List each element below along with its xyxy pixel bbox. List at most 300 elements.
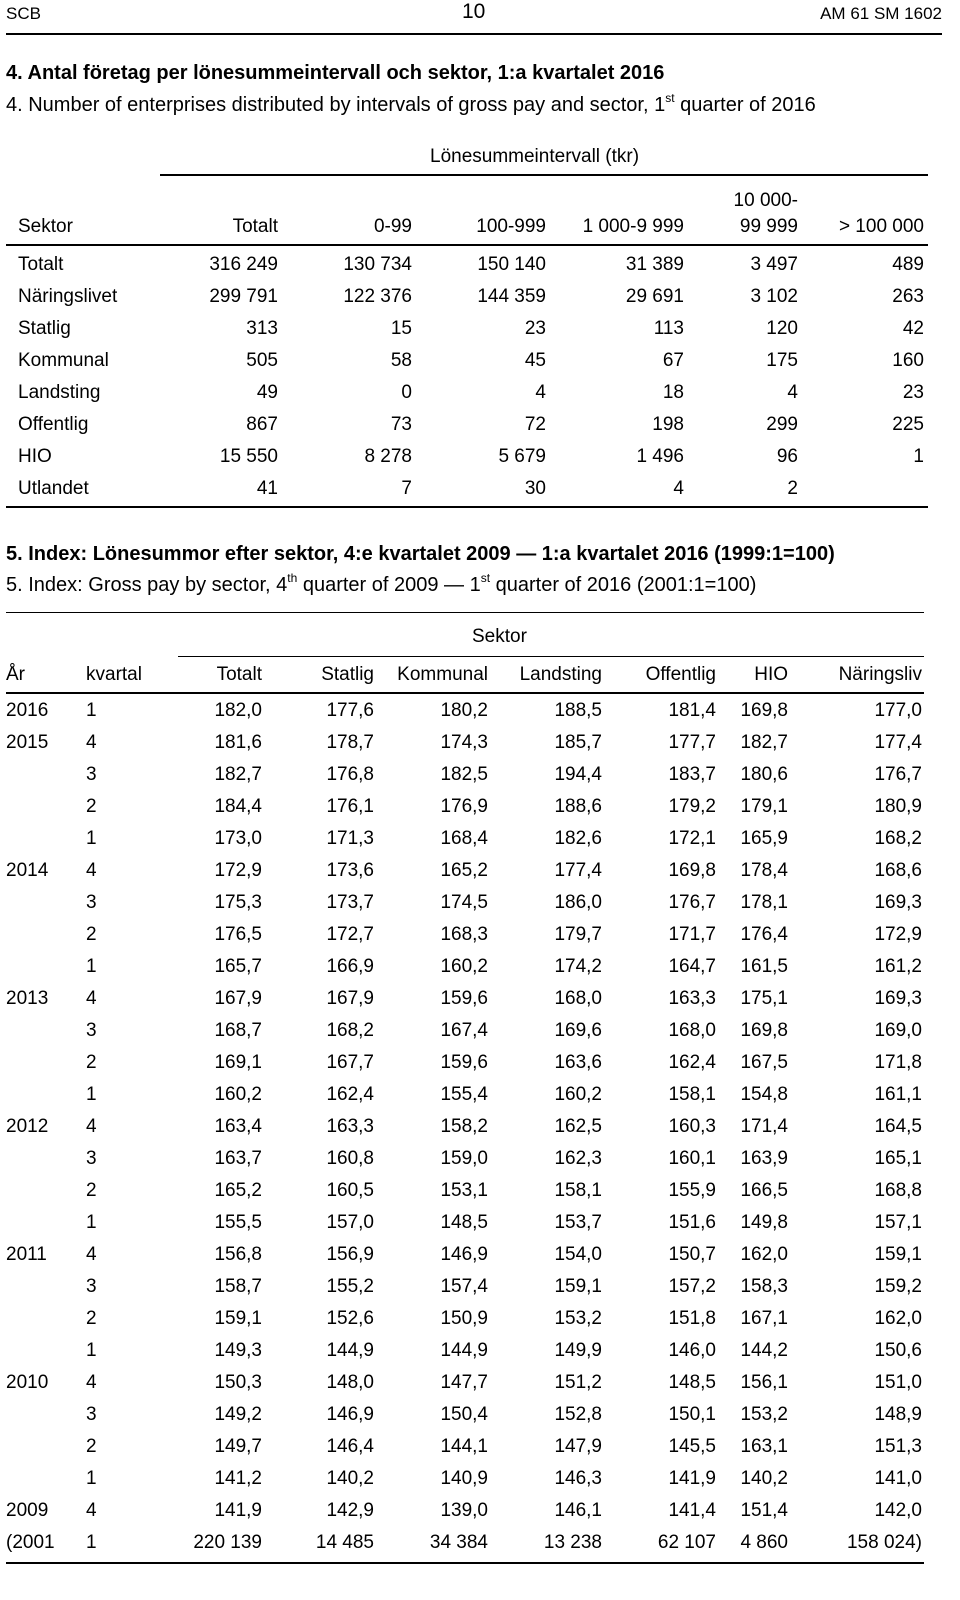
table4-cell: 45 <box>524 350 546 371</box>
table5-cell: 164,5 <box>874 1116 922 1137</box>
table5-cell: 167,5 <box>740 1052 788 1073</box>
table5-cell: 165,2 <box>214 1180 262 1201</box>
table5-year: 2016 <box>6 700 49 721</box>
table5-cell: 148,0 <box>326 1372 374 1393</box>
table5-cell: 155,4 <box>440 1084 488 1105</box>
table5-cell: 150,9 <box>440 1308 488 1329</box>
table5-cell: 142,9 <box>326 1500 374 1521</box>
table5-cell: 169,3 <box>874 892 922 913</box>
table4-col-header: 100-999 <box>476 216 546 237</box>
table5-year: 2010 <box>6 1372 49 1393</box>
table5-cell: 169,6 <box>554 1020 602 1041</box>
table5-quarter: 4 <box>86 732 97 753</box>
table5-cell: 150,3 <box>214 1372 262 1393</box>
table5-cell: 153,2 <box>740 1404 788 1425</box>
table4-cell: 18 <box>662 382 684 403</box>
table5-quarter: 1 <box>86 1340 97 1361</box>
table5-quarter: 1 <box>86 1212 97 1233</box>
table5-cell: 168,6 <box>874 860 922 881</box>
table5-cell: 159,1 <box>554 1276 602 1297</box>
table5-cell: 159,1 <box>214 1308 262 1329</box>
table5-cell: 157,1 <box>874 1212 922 1233</box>
table5-cell: 184,4 <box>214 796 262 817</box>
table5-cell: 146,3 <box>554 1468 602 1489</box>
table5-cell: 162,3 <box>554 1148 602 1169</box>
table5-cell: 220 139 <box>193 1532 262 1553</box>
table5-cell: 161,1 <box>874 1084 922 1105</box>
table4-cell: 2 <box>787 478 798 499</box>
table5-cell: 169,8 <box>740 1020 788 1041</box>
table5-cell: 163,3 <box>668 988 716 1009</box>
table5-quarter: 1 <box>86 956 97 977</box>
table5-cell: 168,3 <box>440 924 488 945</box>
table5-quarter: 1 <box>86 1468 97 1489</box>
table4-cell: 0 <box>401 382 412 403</box>
table5-cell: 144,9 <box>326 1340 374 1361</box>
table5-cell: 171,8 <box>874 1052 922 1073</box>
table4-cell: 31 389 <box>625 254 684 275</box>
table5-cell: 156,9 <box>326 1244 374 1265</box>
table5-cell: 167,9 <box>326 988 374 1009</box>
table4-cell: 4 <box>673 478 684 499</box>
table5-quarter: 1 <box>86 700 97 721</box>
table5-col-header: Offentlig <box>645 664 716 685</box>
table4-row-label: Landsting <box>18 382 101 403</box>
table5-cell: 144,1 <box>440 1436 488 1457</box>
table5-cell: 169,8 <box>740 700 788 721</box>
table5-cell: 158,3 <box>740 1276 788 1297</box>
table5-cell: 153,2 <box>554 1308 602 1329</box>
table4-cell: 23 <box>902 382 924 403</box>
table5-cell: 176,7 <box>668 892 716 913</box>
table5-cell: 139,0 <box>440 1500 488 1521</box>
table5-cell: 149,2 <box>214 1404 262 1425</box>
page-number: 10 <box>462 0 486 23</box>
table5-col-header: Statlig <box>321 664 374 685</box>
table5-cell: 194,4 <box>554 764 602 785</box>
table5-cell: 177,4 <box>874 732 922 753</box>
table5-cell: 141,9 <box>214 1500 262 1521</box>
table5-cell: 150,6 <box>874 1340 922 1361</box>
table5-cell: 140,2 <box>740 1468 788 1489</box>
table4-cell: 72 <box>524 414 546 435</box>
table5-cell: 145,5 <box>668 1436 716 1457</box>
table5-cell: 165,2 <box>440 860 488 881</box>
table4-cell: 4 <box>535 382 546 403</box>
table5-cell: 181,6 <box>214 732 262 753</box>
table5-cell: 164,7 <box>668 956 716 977</box>
table5-cell: 160,5 <box>326 1180 374 1201</box>
table5-cell: 160,2 <box>554 1084 602 1105</box>
table4-cell: 867 <box>246 414 278 435</box>
table4-row-label: HIO <box>18 446 52 467</box>
table5-year: (2001 <box>6 1532 55 1553</box>
table4-row-label: Statlig <box>18 318 71 339</box>
table5-cell: 34 384 <box>429 1532 488 1553</box>
table5-year: 2014 <box>6 860 49 881</box>
table5-cell: 155,2 <box>326 1276 374 1297</box>
table5-cell: 147,9 <box>554 1436 602 1457</box>
table5-cell: 180,6 <box>740 764 788 785</box>
table5-cell: 167,7 <box>326 1052 374 1073</box>
table5-cell: 176,4 <box>740 924 788 945</box>
table5-cell: 162,4 <box>668 1052 716 1073</box>
table4-header-rule <box>6 244 928 246</box>
table4-cell: 15 550 <box>219 446 278 467</box>
table5-cell: 155,5 <box>214 1212 262 1233</box>
table5-cell: 161,5 <box>740 956 788 977</box>
table4-cell: 96 <box>776 446 798 467</box>
table5-col-header: HIO <box>754 664 788 685</box>
table5-cell: 178,1 <box>740 892 788 913</box>
table4-row-label: Utlandet <box>18 478 89 499</box>
table5-cell: 169,3 <box>874 988 922 1009</box>
table4-bottom-rule <box>6 506 928 508</box>
table4-cell: 122 376 <box>343 286 412 307</box>
table5-quarter: 4 <box>86 1116 97 1137</box>
table5-cell: 168,0 <box>668 1020 716 1041</box>
table5-cell: 155,9 <box>668 1180 716 1201</box>
table5-cell: 176,8 <box>326 764 374 785</box>
table5-cell: 158,2 <box>440 1116 488 1137</box>
table5-quarter: 2 <box>86 1052 97 1073</box>
table5-header-rule <box>6 692 924 694</box>
table5-cell: 174,5 <box>440 892 488 913</box>
table5-cell: 159,0 <box>440 1148 488 1169</box>
table5-col-header: kvartal <box>86 664 142 685</box>
table5-cell: 180,2 <box>440 700 488 721</box>
table5-group-header: Sektor <box>472 626 527 647</box>
table5-cell: 153,1 <box>440 1180 488 1201</box>
table5-cell: 162,0 <box>874 1308 922 1329</box>
table5-cell: 159,6 <box>440 1052 488 1073</box>
table4-cell: 489 <box>892 254 924 275</box>
table5-cell: 173,7 <box>326 892 374 913</box>
table5-cell: 178,7 <box>326 732 374 753</box>
table4-row-label: Offentlig <box>18 414 89 435</box>
table5-cell: 158,1 <box>554 1180 602 1201</box>
table5-cell: 179,1 <box>740 796 788 817</box>
table5-cell: 174,2 <box>554 956 602 977</box>
table5-quarter: 4 <box>86 1500 97 1521</box>
table5-year: 2009 <box>6 1500 49 1521</box>
table5-cell: 149,7 <box>214 1436 262 1457</box>
table5-cell: 162,5 <box>554 1116 602 1137</box>
table5-cell: 183,7 <box>668 764 716 785</box>
table5-cell: 146,0 <box>668 1340 716 1361</box>
table5-cell: 182,7 <box>214 764 262 785</box>
table5-quarter: 3 <box>86 1276 97 1297</box>
table5-cell: 188,5 <box>554 700 602 721</box>
table5-cell: 182,7 <box>740 732 788 753</box>
table5-cell: 163,9 <box>740 1148 788 1169</box>
table5-cell: 159,6 <box>440 988 488 1009</box>
table5-cell: 144,9 <box>440 1340 488 1361</box>
table5-cell: 169,0 <box>874 1020 922 1041</box>
table5-cell: 182,6 <box>554 828 602 849</box>
table5-cell: 149,3 <box>214 1340 262 1361</box>
table4-cell: 49 <box>256 382 278 403</box>
table5-cell: 182,5 <box>440 764 488 785</box>
table4-cell: 316 249 <box>209 254 278 275</box>
table5-cell: 151,8 <box>668 1308 716 1329</box>
table5-col-header: År <box>6 664 25 685</box>
table5-cell: 160,2 <box>440 956 488 977</box>
table5-col-header: Kommunal <box>397 664 488 685</box>
table5-cell: 154,8 <box>740 1084 788 1105</box>
table4-cell: 42 <box>902 318 924 339</box>
table4-cell: 175 <box>766 350 798 371</box>
table5-cell: 149,9 <box>554 1340 602 1361</box>
table5-quarter: 1 <box>86 828 97 849</box>
table5-cell: 182,0 <box>214 700 262 721</box>
table5-cell: 177,4 <box>554 860 602 881</box>
table5-cell: 157,0 <box>326 1212 374 1233</box>
table5-quarter: 2 <box>86 1308 97 1329</box>
table5-cell: 172,1 <box>668 828 716 849</box>
table5-quarter: 4 <box>86 860 97 881</box>
table5-year: 2011 <box>6 1244 47 1265</box>
table4-cell: 58 <box>390 350 412 371</box>
table5-quarter: 1 <box>86 1532 97 1553</box>
table5-cell: 151,3 <box>874 1436 922 1457</box>
table5-cell: 169,8 <box>668 860 716 881</box>
table4-row-label: Näringslivet <box>18 286 118 307</box>
table5-cell: 141,2 <box>214 1468 262 1489</box>
table5-col-header: Näringsliv <box>838 664 922 685</box>
table5-cell: 163,7 <box>214 1148 262 1169</box>
table4-cell: 73 <box>390 414 412 435</box>
table5-cell: 163,1 <box>740 1436 788 1457</box>
table5-cell: 173,6 <box>326 860 374 881</box>
table5-cell: 162,0 <box>740 1244 788 1265</box>
table5-cell: 177,0 <box>874 700 922 721</box>
table5-quarter: 4 <box>86 1244 97 1265</box>
table5-cell: 142,0 <box>874 1500 922 1521</box>
table4-cell: 299 791 <box>209 286 278 307</box>
table5-cell: 172,9 <box>214 860 262 881</box>
table5-cell: 140,9 <box>440 1468 488 1489</box>
table5-cell: 169,1 <box>214 1052 262 1073</box>
table5-quarter: 3 <box>86 1148 97 1169</box>
table5-cell: 160,1 <box>668 1148 716 1169</box>
table5-quarter: 1 <box>86 1084 97 1105</box>
table5-cell: 62 107 <box>657 1532 716 1553</box>
table5-cell: 147,7 <box>440 1372 488 1393</box>
table5-cell: 159,2 <box>874 1276 922 1297</box>
table4-cell: 160 <box>892 350 924 371</box>
table5-cell: 146,9 <box>326 1404 374 1425</box>
table5-cell: 152,8 <box>554 1404 602 1425</box>
table5-cell: 175,1 <box>740 988 788 1009</box>
table5-cell: 4 860 <box>740 1532 788 1553</box>
table5-cell: 153,7 <box>554 1212 602 1233</box>
table5-cell: 179,2 <box>668 796 716 817</box>
table4-cell: 30 <box>524 478 546 499</box>
table5-cell: 14 485 <box>315 1532 374 1553</box>
table4-cell: 7 <box>401 478 412 499</box>
table5-cell: 174,3 <box>440 732 488 753</box>
table5-top-rule <box>6 612 924 613</box>
table5-cell: 176,5 <box>214 924 262 945</box>
table5-cell: 157,4 <box>440 1276 488 1297</box>
table5-cell: 171,3 <box>326 828 374 849</box>
table5-cell: 146,9 <box>440 1244 488 1265</box>
table5-quarter: 2 <box>86 924 97 945</box>
table5-cell: 152,6 <box>326 1308 374 1329</box>
header-right: AM 61 SM 1602 <box>820 4 942 23</box>
table4-cell: 67 <box>662 350 684 371</box>
table5-cell: 168,2 <box>874 828 922 849</box>
table4-title-en: 4. Number of enterprises distributed by intervals of gross pay and sector, 1st quarter of 2016 <box>6 91 816 116</box>
table5-cell: 13 238 <box>543 1532 602 1553</box>
table5-group-rule <box>178 656 924 657</box>
table5-cell: 151,6 <box>668 1212 716 1233</box>
table5-quarter: 3 <box>86 764 97 785</box>
table4-cell: 225 <box>892 414 924 435</box>
table5-cell: 158 024) <box>846 1532 922 1553</box>
table5-quarter: 3 <box>86 892 97 913</box>
table4-cell: 8 278 <box>364 446 412 467</box>
table5-cell: 178,4 <box>740 860 788 881</box>
table5-cell: 150,1 <box>668 1404 716 1425</box>
table4-cell: 198 <box>652 414 684 435</box>
table5-cell: 156,8 <box>214 1244 262 1265</box>
table4-col-header: 0-99 <box>373 216 412 237</box>
table4-group-rule <box>160 174 928 176</box>
table5-cell: 146,1 <box>554 1500 602 1521</box>
table5-cell: 179,7 <box>554 924 602 945</box>
table5-cell: 160,3 <box>668 1116 716 1137</box>
table5-quarter: 2 <box>86 1180 97 1201</box>
table5-cell: 151,0 <box>874 1372 922 1393</box>
table5-cell: 180,9 <box>874 796 922 817</box>
table5-cell: 140,2 <box>326 1468 374 1489</box>
table5-cell: 168,4 <box>440 828 488 849</box>
table5-col-header: Landsting <box>519 664 602 685</box>
table4-col-sektor: Sektor <box>18 216 73 237</box>
table5-cell: 168,8 <box>874 1180 922 1201</box>
table4-col-header: 10 000- <box>733 190 798 211</box>
table5-bottom-rule <box>6 1562 924 1564</box>
table5-cell: 151,4 <box>740 1500 788 1521</box>
table4-cell: 15 <box>390 318 412 339</box>
table5-year: 2013 <box>6 988 49 1009</box>
table4-cell: 313 <box>246 318 278 339</box>
table5-cell: 167,9 <box>214 988 262 1009</box>
table5-cell: 141,0 <box>874 1468 922 1489</box>
table5-cell: 176,7 <box>874 764 922 785</box>
table5-cell: 185,7 <box>554 732 602 753</box>
table5-cell: 163,3 <box>326 1116 374 1137</box>
table5-cell: 148,5 <box>440 1212 488 1233</box>
table5-col-header: Totalt <box>216 664 262 685</box>
table5-cell: 160,8 <box>326 1148 374 1169</box>
table4-cell: 113 <box>653 318 684 339</box>
table5-cell: 165,9 <box>740 828 788 849</box>
table5-cell: 157,2 <box>668 1276 716 1297</box>
table5-cell: 146,4 <box>326 1436 374 1457</box>
table4-cell: 5 679 <box>498 446 546 467</box>
table5-cell: 165,1 <box>874 1148 922 1169</box>
table5-cell: 167,1 <box>740 1308 788 1329</box>
table5-cell: 141,4 <box>668 1500 716 1521</box>
table4-cell: 130 734 <box>343 254 412 275</box>
table5-cell: 166,5 <box>740 1180 788 1201</box>
table4-cell: 4 <box>787 382 798 403</box>
table5-cell: 160,2 <box>214 1084 262 1105</box>
table5-cell: 163,6 <box>554 1052 602 1073</box>
table5-cell: 186,0 <box>554 892 602 913</box>
table4-col-header: 1 000-9 999 <box>582 216 684 237</box>
table4-cell: 3 497 <box>750 254 798 275</box>
table4-group-header: Lönesummeintervall (tkr) <box>430 146 640 167</box>
table5-cell: 162,4 <box>326 1084 374 1105</box>
table4-cell: 23 <box>524 318 546 339</box>
table5-cell: 159,1 <box>874 1244 922 1265</box>
table5-cell: 154,0 <box>554 1244 602 1265</box>
table5-year: 2012 <box>6 1116 49 1137</box>
table4-cell: 120 <box>766 318 798 339</box>
table4-cell: 1 <box>913 446 924 467</box>
header-left: SCB <box>6 4 41 23</box>
table5-cell: 188,6 <box>554 796 602 817</box>
table5-quarter: 3 <box>86 1404 97 1425</box>
table4-cell: 299 <box>766 414 798 435</box>
table5-cell: 172,7 <box>326 924 374 945</box>
table4-cell: 144 359 <box>477 286 546 307</box>
table5-cell: 172,9 <box>874 924 922 945</box>
table4-cell: 41 <box>256 478 278 499</box>
table4-cell: 505 <box>246 350 278 371</box>
table5-cell: 181,4 <box>668 700 716 721</box>
table5-cell: 156,1 <box>740 1372 788 1393</box>
table5-cell: 150,4 <box>440 1404 488 1425</box>
table4-row-label: Kommunal <box>18 350 109 371</box>
table5-cell: 166,9 <box>326 956 374 977</box>
table5-cell: 158,7 <box>214 1276 262 1297</box>
table5-cell: 168,2 <box>326 1020 374 1041</box>
table5-quarter: 4 <box>86 988 97 1009</box>
table5-cell: 168,7 <box>214 1020 262 1041</box>
table5-cell: 176,1 <box>326 796 374 817</box>
header-rule <box>6 33 942 35</box>
table5-cell: 165,7 <box>214 956 262 977</box>
table4-col-header: Totalt <box>232 216 278 237</box>
table5-cell: 144,2 <box>740 1340 788 1361</box>
table5-cell: 167,4 <box>440 1020 488 1041</box>
table5-cell: 168,0 <box>554 988 602 1009</box>
table5-cell: 161,2 <box>874 956 922 977</box>
table5-cell: 171,4 <box>740 1116 788 1137</box>
table5-cell: 171,7 <box>668 924 716 945</box>
table5-quarter: 4 <box>86 1372 97 1393</box>
table5-cell: 141,9 <box>668 1468 716 1489</box>
table5-cell: 177,7 <box>668 732 716 753</box>
table5-cell: 176,9 <box>440 796 488 817</box>
table5-quarter: 3 <box>86 1020 97 1041</box>
table4-cell: 263 <box>892 286 924 307</box>
table5-quarter: 2 <box>86 1436 97 1457</box>
table5-cell: 149,8 <box>740 1212 788 1233</box>
table5-quarter: 2 <box>86 796 97 817</box>
table5-cell: 158,1 <box>668 1084 716 1105</box>
table4-col-header: > 100 000 <box>838 216 924 237</box>
table5-cell: 148,9 <box>874 1404 922 1425</box>
table5-year: 2015 <box>6 732 49 753</box>
table5-cell: 151,2 <box>554 1372 602 1393</box>
table4-row-label: Totalt <box>18 254 64 275</box>
